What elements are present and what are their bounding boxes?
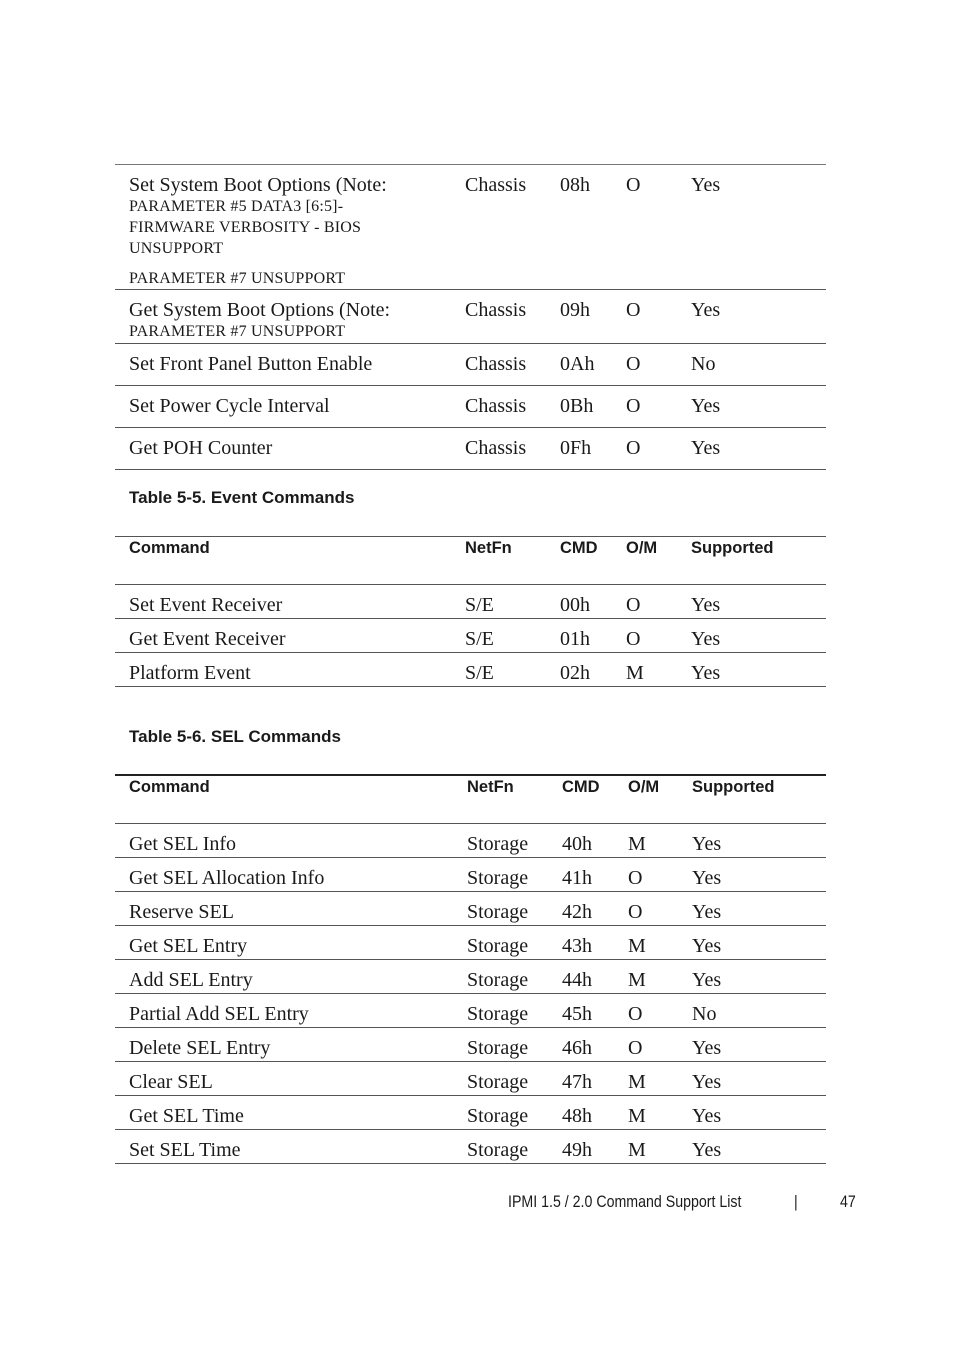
column-header: Command <box>129 539 210 557</box>
command-name: Set System Boot Options (Note: <box>129 174 387 196</box>
command-cell: Get SEL Time <box>129 1105 244 1127</box>
command-cell: Set Power Cycle Interval <box>129 395 330 417</box>
table-header-row <box>115 775 826 824</box>
table-row <box>115 926 826 960</box>
cmd-cell: 0Ah <box>560 353 595 375</box>
netfn-cell: Chassis <box>465 437 527 459</box>
netfn-cell: Storage <box>467 1105 529 1127</box>
netfn-cell: Storage <box>467 935 529 957</box>
netfn-cell: Chassis <box>465 395 527 417</box>
netfn-cell: Storage <box>467 901 529 923</box>
om-cell: O <box>626 299 641 321</box>
command-cell <box>115 165 465 290</box>
command-cell: Add SEL Entry <box>129 969 253 991</box>
netfn-cell: Storage <box>467 1037 529 1059</box>
column-header: Supported <box>691 539 774 557</box>
supported-cell: Yes <box>691 628 721 650</box>
netfn-cell: Storage <box>467 969 529 991</box>
cmd-cell: 46h <box>562 1037 592 1059</box>
supported-cell: Yes <box>692 867 722 889</box>
command-cell: Set Event Receiver <box>129 594 283 616</box>
table-row <box>115 1062 826 1096</box>
command-cell: Set SEL Time <box>129 1139 241 1161</box>
column-header: O/M <box>628 778 660 796</box>
cmd-cell: 41h <box>562 867 592 889</box>
table-row <box>115 960 826 994</box>
cmd-cell: 43h <box>562 935 592 957</box>
column-header: NetFn <box>465 539 512 557</box>
netfn-cell: Storage <box>467 1071 529 1093</box>
om-cell: O <box>626 353 641 375</box>
table-row <box>115 1028 826 1062</box>
om-cell: M <box>628 833 646 855</box>
om-cell: M <box>628 969 646 991</box>
command-cell: Get SEL Info <box>129 833 237 855</box>
table-row <box>115 290 826 344</box>
cmd-cell: 0Bh <box>560 395 594 417</box>
command-cell: Reserve SEL <box>129 901 234 923</box>
cmd-cell: 47h <box>562 1071 592 1093</box>
om-cell: O <box>626 174 641 196</box>
netfn-cell: Chassis <box>465 353 527 375</box>
om-cell: O <box>626 437 641 459</box>
command-cell: Get POH Counter <box>129 437 273 459</box>
supported-cell: Yes <box>692 1071 722 1093</box>
cmd-cell: 0Fh <box>560 437 592 459</box>
command-cell: Get SEL Allocation Info <box>129 867 325 889</box>
table-row <box>115 386 826 428</box>
column-header: O/M <box>626 539 658 557</box>
table-row <box>115 344 826 386</box>
command-cell: Clear SEL <box>129 1071 213 1093</box>
table-row <box>115 653 826 687</box>
chassis-commands-table <box>115 164 826 470</box>
command-note: PARAMETER #7 UNSUPPORT <box>129 323 346 340</box>
supported-cell: Yes <box>692 969 722 991</box>
footer-separator: | <box>794 1193 798 1211</box>
command-note: FIRMWARE VERBOSITY - BIOS <box>129 219 362 236</box>
om-cell: O <box>628 1003 643 1025</box>
cmd-cell: 01h <box>560 628 590 650</box>
netfn-cell: Chassis <box>465 299 527 321</box>
supported-cell: Yes <box>692 833 722 855</box>
table-row <box>115 1130 826 1164</box>
netfn-cell: Chassis <box>465 174 527 196</box>
cmd-cell: 08h <box>560 174 590 196</box>
table-header-row <box>115 537 826 585</box>
supported-cell: Yes <box>691 395 721 417</box>
supported-cell: Yes <box>692 1139 722 1161</box>
command-note: PARAMETER #5 DATA3 [6:5]- <box>129 198 344 215</box>
supported-cell: Yes <box>691 174 721 196</box>
supported-cell: Yes <box>692 901 722 923</box>
command-cell: Get SEL Entry <box>129 935 248 957</box>
page-number: 47 <box>840 1193 856 1211</box>
table-caption: Table 5-5. Event Commands <box>129 488 355 507</box>
om-cell: O <box>626 395 641 417</box>
netfn-cell: Storage <box>467 1139 529 1161</box>
supported-cell: Yes <box>691 437 721 459</box>
table-row <box>115 994 826 1028</box>
column-header: Command <box>129 778 210 796</box>
supported-cell: Yes <box>691 299 721 321</box>
column-header: Supported <box>692 778 775 796</box>
command-note: PARAMETER #7 UNSUPPORT <box>129 270 346 287</box>
supported-cell: Yes <box>691 594 721 616</box>
table-row <box>115 824 826 858</box>
cmd-cell: 09h <box>560 299 590 321</box>
table-row <box>115 585 826 619</box>
command-cell: Delete SEL Entry <box>129 1037 271 1059</box>
om-cell: O <box>626 594 641 616</box>
om-cell: M <box>628 935 646 957</box>
netfn-cell: Storage <box>467 867 529 889</box>
supported-cell: Yes <box>692 1037 722 1059</box>
netfn-cell: S/E <box>465 628 494 650</box>
netfn-cell: Storage <box>467 1003 529 1025</box>
table-caption: Table 5-6. SEL Commands <box>129 727 341 746</box>
table-row <box>115 858 826 892</box>
om-cell: O <box>628 1037 643 1059</box>
cmd-cell: 44h <box>562 969 592 991</box>
supported-cell: Yes <box>692 1105 722 1127</box>
event-commands-table <box>115 536 826 687</box>
command-cell: Set Front Panel Button Enable <box>129 353 373 375</box>
column-header: CMD <box>560 539 598 557</box>
supported-cell: Yes <box>691 662 721 684</box>
om-cell: M <box>628 1139 646 1161</box>
table-row <box>115 1096 826 1130</box>
netfn-cell: S/E <box>465 594 494 616</box>
supported-cell: No <box>691 353 716 375</box>
cmd-cell: 48h <box>562 1105 592 1127</box>
supported-cell: Yes <box>692 935 722 957</box>
command-name: Get System Boot Options (Note: <box>129 299 391 321</box>
command-note: UNSUPPORT <box>129 240 224 257</box>
om-cell: M <box>628 1105 646 1127</box>
command-cell <box>115 290 465 344</box>
table-row <box>115 165 826 290</box>
sel-commands-table <box>115 774 826 1164</box>
command-cell: Platform Event <box>129 662 251 684</box>
om-cell: O <box>628 901 643 923</box>
column-header: NetFn <box>467 778 514 796</box>
netfn-cell: S/E <box>465 662 494 684</box>
table-row <box>115 428 826 470</box>
command-cell: Partial Add SEL Entry <box>129 1003 309 1025</box>
netfn-cell: Storage <box>467 833 529 855</box>
om-cell: O <box>628 867 643 889</box>
om-cell: M <box>626 662 644 684</box>
command-cell: Get Event Receiver <box>129 628 286 650</box>
cmd-cell: 40h <box>562 833 592 855</box>
om-cell: O <box>626 628 641 650</box>
cmd-cell: 42h <box>562 901 592 923</box>
footer-title: IPMI 1.5 / 2.0 Command Support List <box>508 1193 742 1211</box>
column-header: CMD <box>562 778 600 796</box>
cmd-cell: 02h <box>560 662 590 684</box>
table-row <box>115 892 826 926</box>
om-cell: M <box>628 1071 646 1093</box>
cmd-cell: 49h <box>562 1139 592 1161</box>
cmd-cell: 00h <box>560 594 590 616</box>
cmd-cell: 45h <box>562 1003 592 1025</box>
supported-cell: No <box>692 1003 717 1025</box>
table-row <box>115 619 826 653</box>
